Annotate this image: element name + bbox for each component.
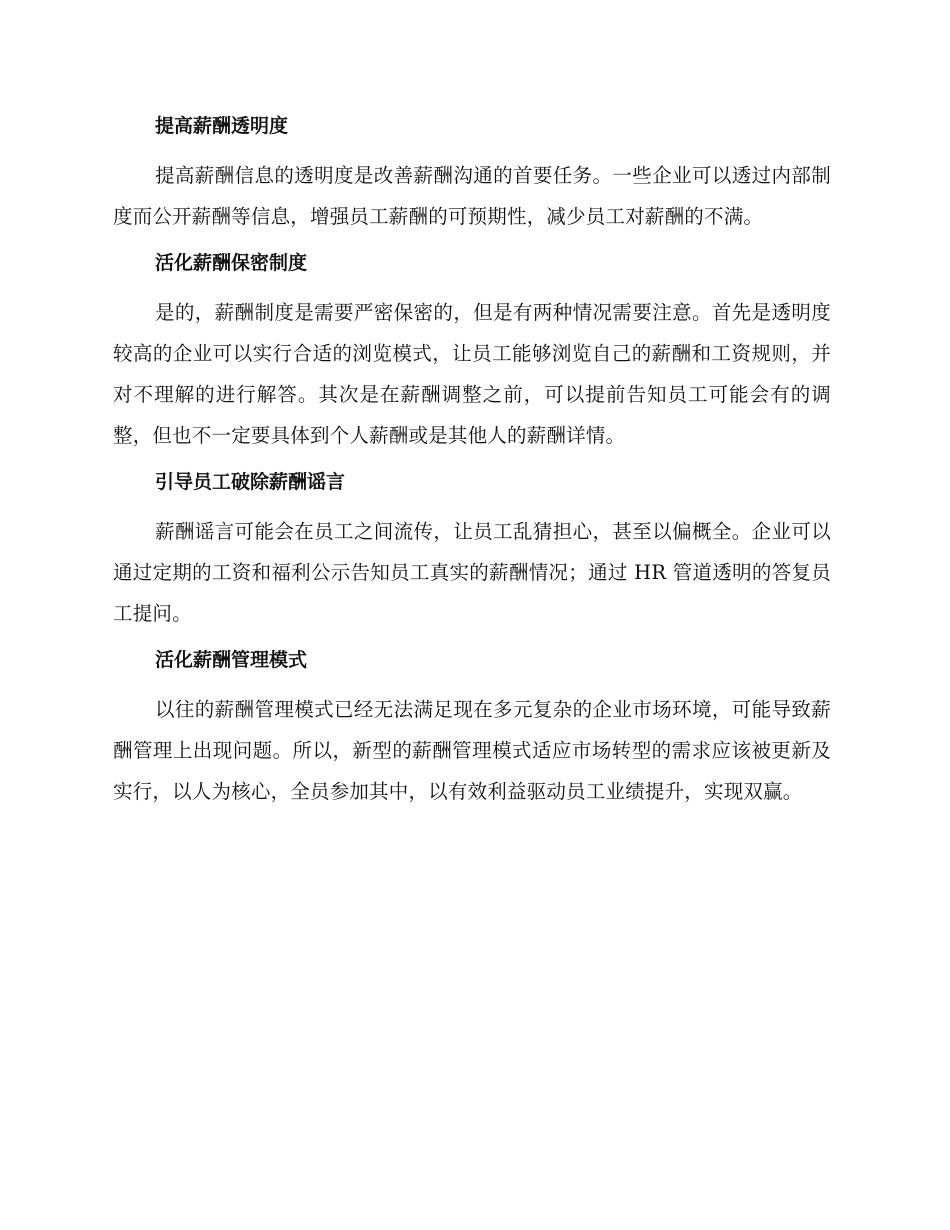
section-paragraph: 是的，薪酬制度是需要严密保密的，但是有两种情况需要注意。首先是透明度较高的企业可以实行合适的浏览模式，让员工能够浏览自己的薪酬和工资规则，并对不理解的进行解答。其次是在薪酬调整之前，可以提前告知员工可能会有的调整，但也不一定要具体到个人薪酬或是其他人的薪酬详情。	[113, 301, 831, 447]
document-page	[113, 108, 831, 820]
section-heading: 活化薪酬管理模式	[155, 649, 308, 671]
section-transparency	[113, 108, 831, 237]
section-heading: 引导员工破除薪酬谣言	[155, 471, 346, 493]
section-paragraph: 以往的薪酬管理模式已经无法满足现在多元复杂的企业市场环境，可能导致薪酬管理上出现问题。所以，新型的薪酬管理模式适应市场转型的需求应该被更新及实行，以人为核心，全员参加其中，以有效利益驱动员工业绩提升，实现双赢。	[113, 698, 831, 803]
section-confidentiality	[113, 245, 831, 456]
section-heading: 提高薪酬透明度	[155, 115, 289, 137]
section-paragraph: 提高薪酬信息的透明度是改善薪酬沟通的首要任务。一些企业可以透过内部制度而公开薪酬等信息，增强员工薪酬的可预期性，减少员工对薪酬的不满。	[113, 164, 831, 228]
section-rumors	[113, 464, 831, 634]
section-paragraph: 薪酬谣言可能会在员工之间流传，让员工乱猜担心，甚至以偏概全。企业可以通过定期的工资和福利公示告知员工真实的薪酬情况；通过 HR 管道透明的答复员工提问。	[113, 520, 831, 625]
section-heading: 活化薪酬保密制度	[155, 252, 308, 274]
section-management-mode	[113, 642, 831, 812]
